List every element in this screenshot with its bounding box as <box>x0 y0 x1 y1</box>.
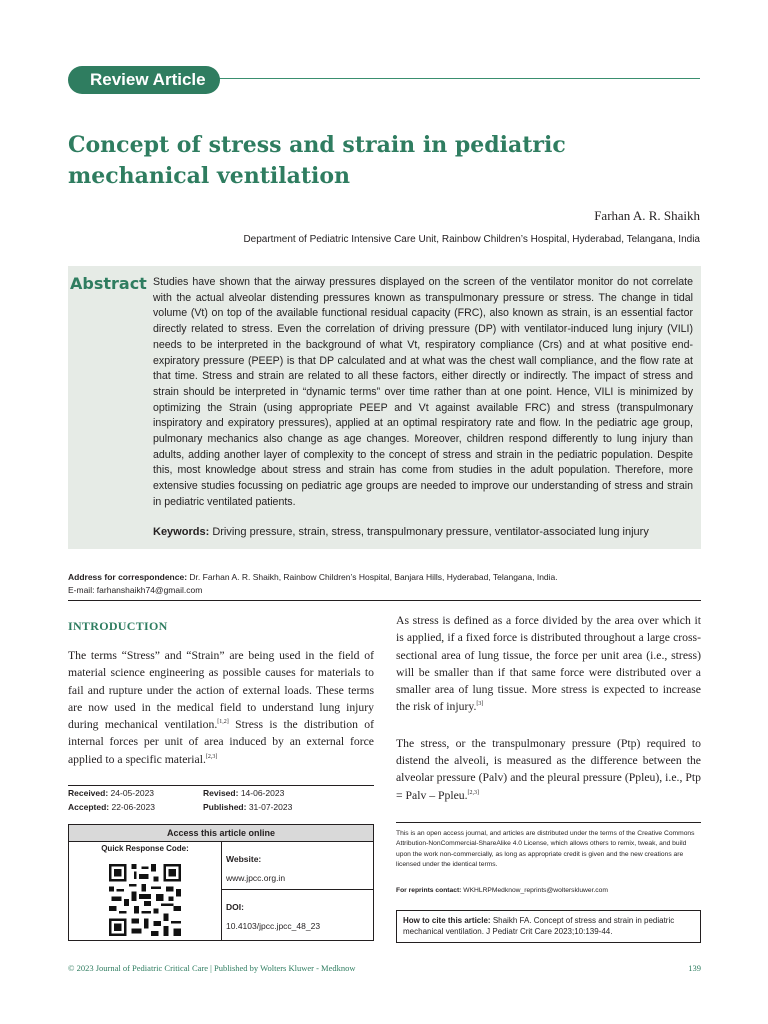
citation-ref[interactable]: [2,3] <box>467 789 480 796</box>
correspondence-email[interactable]: E-mail: farhanshaikh74@gmail.com <box>68 585 203 595</box>
qr-cell <box>69 842 222 940</box>
introduction-heading: INTRODUCTION <box>68 619 168 633</box>
doi-cell <box>222 890 373 940</box>
cite-label: How to cite this article: <box>403 916 491 925</box>
article-dates <box>68 785 374 814</box>
citation-ref[interactable]: [2,3] <box>205 753 218 760</box>
author-affiliation: Department of Pediatric Intensive Care Unit, Rainbow Children’s Hospital, Hyderabad, Telangana, India <box>243 234 700 245</box>
page-number: 139 <box>688 963 701 973</box>
correspondence-address: Dr. Farhan A. R. Shaikh, Rainbow Children’s Hospital, Banjara Hills, Hyderabad, Telangana, India. <box>189 572 558 582</box>
introduction-paragraph-1 <box>68 647 374 768</box>
how-to-cite-box <box>396 910 701 943</box>
author-name: Farhan A. R. Shaikh <box>594 208 700 223</box>
revised-date <box>203 788 338 798</box>
dates-row-1 <box>68 786 374 800</box>
citation-ref[interactable]: [3] <box>476 701 484 708</box>
revised-value: 14-06-2023 <box>240 788 285 798</box>
website-link[interactable]: www.jpcc.org.in <box>226 873 286 883</box>
qr-label: Quick Response Code: <box>101 844 189 853</box>
reprints-contact <box>396 887 701 894</box>
introduction-paragraph-3 <box>396 735 701 804</box>
intro-text-1b: Stress is the distribution of internal forces per unit of area induced by an external force applied to a specific material. <box>68 718 374 766</box>
access-heading: Access this article online <box>69 825 373 842</box>
keywords-list: Driving pressure, strain, stress, transpulmonary pressure, ventilator-associated lung injury <box>212 526 649 538</box>
cite-text: Shaikh FA. Concept of stress and strain in pediatric mechanical ventilation. J Pediatr Crit Care 2023;10:139-44. <box>403 916 675 936</box>
received-label: Received: <box>68 788 109 798</box>
dates-row-2 <box>68 800 374 814</box>
abstract-heading: Abstract <box>70 274 147 293</box>
intro-text-1: The terms “Stress” and “Strain” are being used in the field of material science engineering as possible causes for materials to fail and rupture under the action of external loads. These terms are now used in the medical field to understand lung injury during mechanical ventilation. <box>68 649 374 732</box>
keywords-label: Keywords: <box>153 526 210 538</box>
qr-code-icon[interactable] <box>109 864 181 936</box>
citation-ref[interactable]: [1,2] <box>217 719 229 726</box>
doi-link[interactable]: 10.4103/jpcc.jpcc_48_23 <box>226 921 321 931</box>
intro-text-2: As stress is defined as a force divided by the area over which it is applied, if a fixed force is distributed throughout a large cross-sectional area of lung tissue, the force per unit area (i.e., stress) will be smaller than if that same force were distributed over a smaller area of lung tissue. More stress is expected to increase the risk of injury. <box>396 614 701 714</box>
correspondence-label: Address for correspondence: <box>68 572 188 582</box>
article-type-badge: Review Article <box>68 66 220 94</box>
accepted-date <box>68 802 203 812</box>
abstract-text: Studies have shown that the airway pressures displayed on the screen of the ventilator monitor do not correlate with the actual alveolar distending pressures known as transpulmonary pressure or stress. The change in tidal volume (Vt) on top of the available functional residual capacity (FRC), also known as strain, is an essential factor directly related to stress. Even the correlation of driving pressure (DP) with ventilator-induced lung injury (VILI) needs to be interpreted in the background of what Vt, respiratory compliance (Crs) and at what positive end-expiratory pressure (PEEP) is that DP calculated and at what was the chest wall compliance, and the flow rate at that time. Stress and strain are related to all these factors, either directly or indirectly. The impact of stress and strain should be interpreted in “dynamic terms” over time rather than at one point. Hence, VILI is minimized by optimizing the Strain (using appropriate PEEP and Vt against available FRC) and stress (transpulmonary inspiratory and expiratory pressures), applied at an optimal respiratory rate and flow. In the pediatric age group, pulmonary mechanics also change as age changes. Moreover, children respond differently to lung injury than adults, adding another layer of complexity to the concept of stress and strain in the pediatric population. Despite this, most knowledge about stress and strain has come from studies in the adult population. Therefore, more extensive studies focussing on pediatric age groups are needed to improve our understanding of stress and strain in pediatric ventilated patients. <box>153 276 693 508</box>
reprints-email[interactable]: WKHLRPMedknow_reprints@wolterskluwer.com <box>463 887 608 894</box>
license-notice: This is an open access journal, and articles are distributed under the terms of the Creative Commons Attribution-NonCommercial-ShareAlike 4.0 License, which allows others to remix, tweak, and build upon the work non-commercially, as long as appropriate credit is given and the new creations are licensed under the identical terms. <box>396 822 701 871</box>
doi-label: DOI: <box>226 902 244 912</box>
published-label: Published: <box>203 802 247 812</box>
footer-journal: © 2023 Journal of Pediatric Critical Care | Published by Wolters Kluwer - Medknow <box>68 963 356 973</box>
introduction-paragraph-2 <box>396 612 701 716</box>
article-title: Concept of stress and strain in pediatric mechanical ventilation <box>68 132 566 189</box>
reprints-label: For reprints contact: <box>396 887 462 894</box>
published-value: 31-07-2023 <box>248 802 293 812</box>
revised-label: Revised: <box>203 788 239 798</box>
received-value: 24-05-2023 <box>110 788 155 798</box>
right-column <box>396 612 701 823</box>
website-cell <box>222 842 373 890</box>
website-label: Website: <box>226 854 262 864</box>
page-footer <box>68 963 701 973</box>
section-divider <box>68 600 701 601</box>
published-date <box>203 802 338 812</box>
accepted-label: Accepted: <box>68 802 110 812</box>
intro-text-3: The stress, or the transpulmonary pressure (Ptp) required to distend the alveoli, is measured as the difference between the alveolar pressure (Palv) and the pleural pressure (Ppleu), i.e., Ptp = Palv – Ppleu. <box>396 736 701 802</box>
keywords <box>153 526 693 538</box>
correspondence <box>68 571 701 597</box>
access-article-box <box>68 824 374 941</box>
accepted-value: 22-06-2023 <box>111 802 155 812</box>
received-date <box>68 788 203 798</box>
